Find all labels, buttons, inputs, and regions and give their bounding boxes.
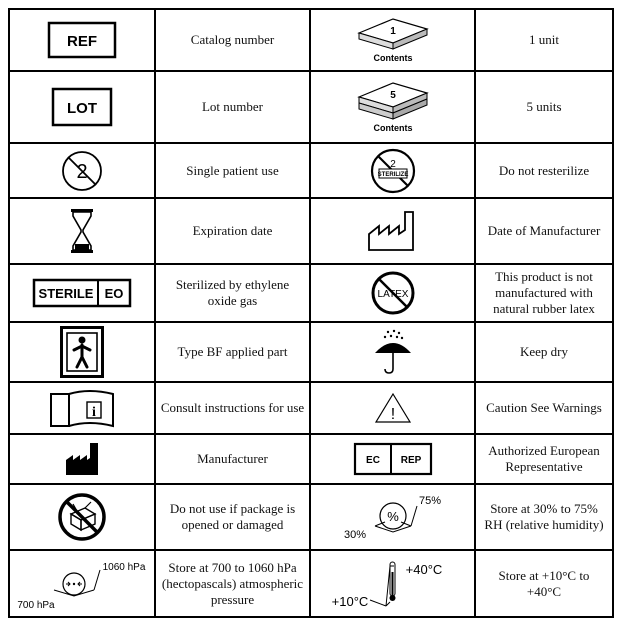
symbol-cell [9,382,155,434]
contents-number: 1 [389,26,396,37]
symbols-table [8,8,614,618]
symbol-cell [9,550,155,617]
contents-1-icon [353,15,433,65]
table-row [9,71,613,143]
umbrella-icon [372,329,414,375]
single-use-icon [60,149,104,193]
symbol-cell [9,264,155,322]
temperature-lower: +10°C [331,593,368,609]
manufacturer-icon [65,442,99,476]
symbol-cell [9,71,155,143]
table-row [9,550,613,617]
sterile-eo-icon [32,278,132,308]
contents-caption: Contents [373,123,412,133]
humidity-center: % [386,509,399,524]
symbol-description: Caution See Warnings [475,382,613,434]
resterilize-number: 2 [389,158,396,170]
ref-text: REF [67,33,97,50]
symbol-cell [9,434,155,484]
eo-text: EO [104,286,124,301]
symbol-description: 1 unit [475,9,613,71]
symbol-cell [310,264,475,322]
symbol-description: Catalog number [155,9,310,71]
symbol-cell [310,484,475,550]
symbol-description: Consult instructions for use [155,382,310,434]
contents-5-icon [353,81,433,133]
symbol-cell [310,550,475,617]
symbol-description: Keep dry [475,322,613,382]
ref-icon [47,21,117,59]
single-use-number: 2 [76,160,88,183]
symbol-description: Manufacturer [155,434,310,484]
table-row [9,434,613,484]
table-row [9,198,613,264]
contents-caption: Contents [373,53,412,63]
do-not-resterilize-icon [369,147,417,195]
symbol-cell [9,143,155,198]
symbol-cell [9,198,155,264]
rep-text: REP [400,455,421,466]
symbol-cell [310,382,475,434]
type-bf-icon [60,326,104,378]
symbol-description: Date of Manufacturer [475,198,613,264]
symbol-description: Lot number [155,71,310,143]
symbol-description: Expiration date [155,198,310,264]
humidity-lower: 30% [343,529,366,541]
lot-icon [51,87,113,127]
symbol-cell [9,9,155,71]
temperature-limit-icon [328,556,458,612]
hourglass-icon [69,208,95,254]
symbol-description: Sterilized by ethylene oxide gas [155,264,310,322]
symbol-description: Do not use if package is opened or damaged [155,484,310,550]
table-row [9,382,613,434]
symbol-cell [310,198,475,264]
consult-instructions-icon [49,388,115,428]
humidity-limit-icon [333,492,453,542]
factory-outline-icon [367,210,419,252]
symbol-cell [9,484,155,550]
table-row [9,484,613,550]
caution-icon [373,391,413,425]
pressure-limit-icon [12,556,152,612]
table-row [9,322,613,382]
sterile-text: STERILE [38,286,94,301]
symbol-cell [310,9,475,71]
latex-text: LATEX [377,289,408,300]
no-latex-icon [370,270,416,316]
symbol-description: Store at +10°C to +40°C [475,550,613,617]
humidity-upper: 75% [418,495,441,507]
symbol-description: Authorized European Representative [475,434,613,484]
symbol-cell [310,143,475,198]
symbol-cell [310,322,475,382]
pressure-lower: 700 hPa [17,599,55,611]
table-row [9,9,613,71]
ec-text: EC [365,455,380,466]
symbol-description: 5 units [475,71,613,143]
symbol-description: This product is not manufactured with natural rubber latex [475,264,613,322]
ec-rep-icon [353,442,433,476]
symbol-description: Single patient use [155,143,310,198]
caution-mark: ! [390,406,395,423]
temperature-upper: +40°C [405,561,442,577]
contents-number: 5 [389,90,396,101]
symbol-cell [310,71,475,143]
table-row [9,143,613,198]
symbol-cell [9,322,155,382]
table-row [9,264,613,322]
pressure-upper: 1060 hPa [102,561,146,573]
symbol-description: Do not resterilize [475,143,613,198]
lot-text: LOT [67,100,97,117]
symbol-description: Store at 30% to 75% RH (relative humidity) [475,484,613,550]
symbol-description: Type BF applied part [155,322,310,382]
resterilize-caption: STERILIZE [377,171,408,178]
info-letter: i [92,405,96,420]
symbol-description: Store at 700 to 1060 hPa (hectopascals) atmospheric pressure [155,550,310,617]
do-not-use-damaged-icon [57,492,107,542]
symbol-cell [310,434,475,484]
